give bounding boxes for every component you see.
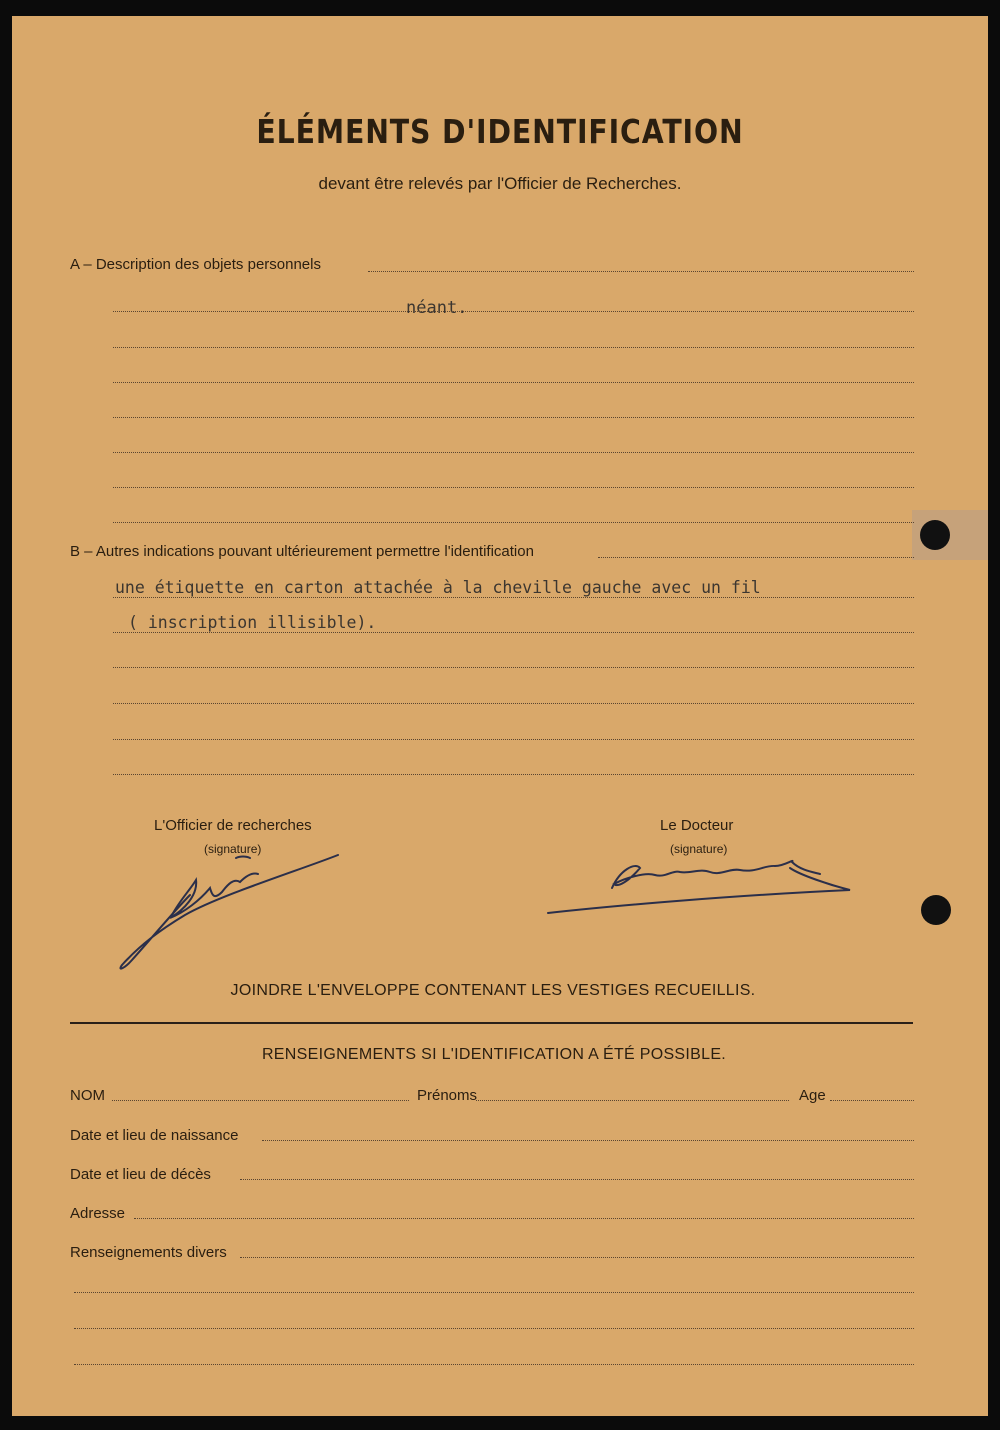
punch-hole <box>921 895 951 925</box>
nom-field <box>112 1100 409 1101</box>
instruction-text: JOINDRE L'ENVELOPPE CONTENANT LES VESTIGES RECUEILLIS. <box>230 982 756 999</box>
naissance-field <box>262 1140 914 1141</box>
form-subtitle: devant être relevés par l'Officier de Recherches. <box>318 174 682 193</box>
section-b-entry-line2: ( inscription illisible). <box>128 613 377 632</box>
deces-field <box>240 1179 914 1180</box>
form-title: ÉLÉMENTS D'IDENTIFICATION <box>256 112 744 151</box>
field-line <box>74 1292 914 1293</box>
section-a-label: A – Description des objets personnels <box>70 256 321 273</box>
officer-signature-note: (signature) <box>204 842 262 856</box>
nom-label: NOM <box>70 1087 105 1104</box>
section-a-entry: néant. <box>406 298 468 318</box>
divers-label: Renseignements divers <box>70 1244 227 1261</box>
naissance-label: Date et lieu de naissance <box>70 1127 239 1144</box>
officer-signature <box>120 855 338 969</box>
prenoms-field <box>476 1100 789 1101</box>
section-b-label: B – Autres indications pouvant ultérieurement permettre l'identification <box>70 543 534 560</box>
field-line <box>74 1364 914 1365</box>
renseignements-heading: RENSEIGNEMENTS SI L'IDENTIFICATION A ÉTÉ POSSIBLE. <box>261 1046 727 1063</box>
adresse-field <box>134 1218 914 1219</box>
doctor-signature <box>548 861 850 913</box>
doctor-signature-note: (signature) <box>670 842 728 856</box>
section-b-entry-line1: une étiquette en carton attachée à la cheville gauche avec un fil <box>115 578 761 597</box>
adresse-label: Adresse <box>70 1205 126 1222</box>
officer-title: L'Officier de recherches <box>154 817 312 834</box>
field-line <box>74 1328 914 1329</box>
deces-label: Date et lieu de décès <box>70 1166 211 1183</box>
age-field <box>830 1100 914 1101</box>
divers-field <box>240 1257 914 1258</box>
prenoms-label: Prénoms <box>417 1087 478 1104</box>
doctor-title: Le Docteur <box>660 817 734 834</box>
age-label: Age <box>799 1087 826 1104</box>
section-divider <box>70 1022 913 1024</box>
punch-hole <box>920 520 950 550</box>
